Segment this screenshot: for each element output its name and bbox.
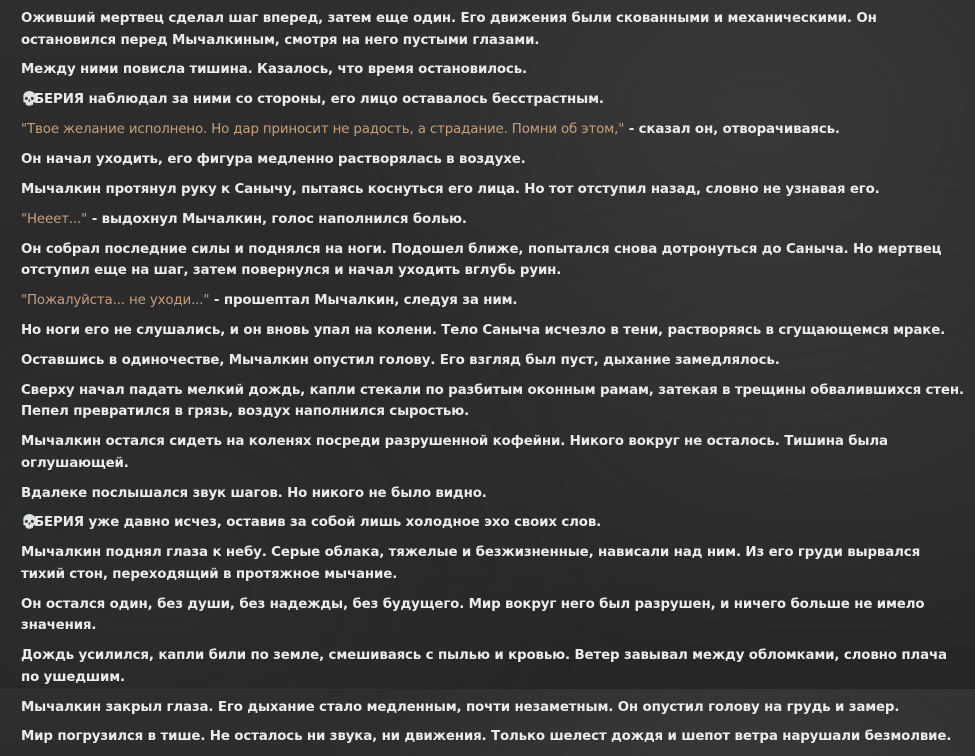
paragraph-text: Он остался один, без души, без надежды, без будущего. Мир вокруг него был разрушен, и ничего больше не имело значения. [21,596,925,634]
paragraph [21,645,966,688]
paragraph-text: - прошептал Мычалкин, следуя за ним. [209,293,518,309]
skull-icon: 💀 [21,515,38,531]
paragraph [21,380,966,423]
paragraph [21,239,966,282]
dialogue-quote: "Нееет..." [21,211,88,227]
paragraph-text: Он собрал последние силы и поднялся на ноги. Подошел ближе, попытался снова дотронуться до Саныча. Но мертвец отступил еще на шаг, затем повернулся и начал уходить вглубь руин. [21,241,942,279]
skull-icon: 💀 [21,92,38,108]
paragraph [21,542,966,585]
paragraph-text: Мычалкин поднял глаза к небу. Серые облака, тяжелые и безжизненные, нависали над ним. Из его груди вырвался тихий стон, переходящий в протяжное мычание. [21,545,921,582]
paragraph-text: - выдохнул Мычалкин, голос наполнился болью. [87,211,467,227]
paragraph-text: Дождь усилился, капли били по земле, смешиваясь с пылью и кровью. Ветер завывал между обломками, словно плача по ушедшим. [21,648,947,685]
paragraph [21,697,966,719]
paragraph [21,512,966,534]
paragraph [21,89,966,111]
paragraph [21,320,966,342]
paragraph [21,290,966,312]
paragraph [21,59,966,81]
paragraph [21,350,966,372]
paragraph-text: БЕРИЯ наблюдал за ними со стороны, его лицо оставалось бесстрастным. [34,92,604,108]
paragraph-text: Вдалеке послышался звук шагов. Но никого не было видно. [21,485,487,501]
paragraph [21,594,966,637]
paragraph [21,726,966,748]
paragraph-text: Оживший мертвец сделал шаг вперед, затем еще один. Его движения были скованными и механическими. Он остановился перед Мычалкиным, смотря на него пустыми глазами. [21,11,877,48]
paragraph-text: Мир погрузился в тише. Не осталось ни звука, ни движения. Только шелест дождя и шепот ветра нарушали безмолвие. [21,729,952,745]
story-text [21,8,966,756]
paragraph [21,8,966,51]
paragraph [21,209,966,231]
paragraph-text: - сказал он, отворачиваясь. [624,122,840,138]
paragraph-text: Но ноги его не слушались, и он вновь упал на колени. Тело Саныча исчезло в тени, растворяясь в сгущающемся мраке. [21,323,946,339]
paragraph-text: Между ними повисла тишина. Казалось, что время остановилось. [21,62,527,78]
paragraph-text: БЕРИЯ уже давно исчез, оставив за собой лишь холодное эхо своих слов. [34,515,602,531]
paragraph [21,179,966,201]
paragraph-text: Мычалкин закрыл глаза. Его дыхание стало медленным, почти незаметным. Он опустил голову на грудь и замер. [21,699,900,715]
paragraph [21,483,966,505]
paragraph-text: Мычалкин остался сидеть на коленях посреди разрушенной кофейни. Никого вокруг не осталось. Тишина была оглушающей. [21,434,888,471]
paragraph-text: Оставшись в одиночестве, Мычалкин опустил голову. Его взгляд был пуст, дыхание замедлялось. [21,352,780,368]
paragraph-text: Он начал уходить, его фигура медленно растворялась в воздухе. [21,152,526,168]
paragraph-text: Мычалкин протянул руку к Санычу, пытаясь коснуться его лица. Но тот отступил назад, словно не узнавая его. [21,181,880,197]
paragraph-text: Сверху начал падать мелкий дождь, капли стекали по разбитым оконным рамам, затекая в трещины обвалившихся стен. Пепел превратился в грязь, воздух наполнился сыростью. [21,382,964,420]
dialogue-quote: "Твое желание исполнено. Но дар приносит не радость, а страдание. Помни об этом," [21,122,625,138]
paragraph [21,149,966,171]
paragraph [21,119,966,141]
paragraph [21,431,966,474]
dialogue-quote: "Пожалуйста... не уходи..." [21,293,210,309]
